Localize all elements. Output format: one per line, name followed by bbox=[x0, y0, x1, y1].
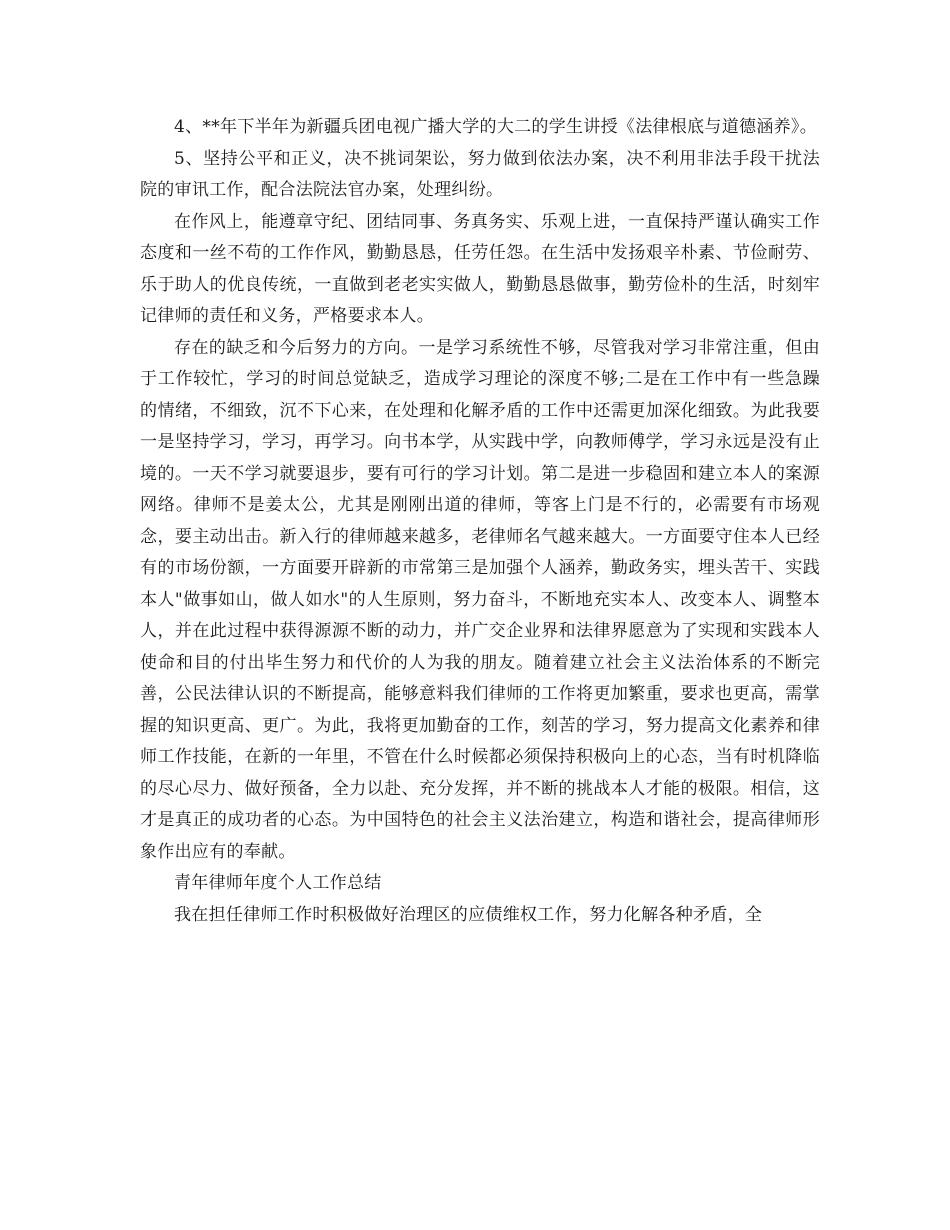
section-title: 青年律师年度个人工作总结 bbox=[174, 873, 382, 893]
paragraph-item-5: 5、坚持公平和正义，决不挑词架讼，努力做到依法办案，决不利用非法手段干扰法院的审讯工作，配合法院法官办案，处理纠纷。 bbox=[140, 148, 820, 200]
paragraph-work-style: 在作风上，能遵章守纪、团结同事、务真务实、乐观上进，一直保持严谨认确实工作态度和一丝不苟的工作作风，勤勤恳恳，任劳任怨。在生活中发扬艰辛朴素、节俭耐劳、乐于助人的优良传统，一直做到老老实实做人，勤勤恳恳做事，勤劳俭朴的生活，时刻牢记律师的责任和义务，严格要求本人。 bbox=[140, 211, 820, 326]
paragraph-shortcomings: 存在的缺乏和今后努力的方向。一是学习系统性不够，尽管我对学习非常注重，但由于工作较忙，学习的时间总觉缺乏，造成学习理论的深度不够;二是在工作中有一些急躁的情绪，不细致，沉不下心来，在处理和化解矛盾的工作中还需更加深化细致。为此我要一是坚持学习，学习，再学习。向书本学，从实践中学，向教师傅学，学习永远是没有止境的。一天不学习就要退步，要有可行的学习计划。第二是进一步稳固和建立本人的案源网络。律师不是姜太公，尤其是刚刚出道的律师，等客上门是不行的，必需要有市场观念，要主动出击。新入行的律师越来越多，老律师名气越来越大。一方面要守住本人已经有的市场份额，一方面要开辟新的市常第三是加强个人涵养，勤政务实，埋头苦干、实践本人"做事如山，做人如水"的人生原则，努力奋斗，不断地充实本人、改变本人、调整本人，并在此过程中获得源源不断的动力，并广交企业界和法律界愿意为了实现和实践本人使命和目的付出毕生努力和代价的人为我的朋友。随着建立社会主义法治体系的不断完善，公民法律认识的不断提高，能够意料我们律师的工作将更加繁重，要求也更高，需掌握的知识更高、更广。为此，我将更加勤奋的工作，刻苦的学习，努力提高文化素养和律师工作技能，在新的一年里，不管在什么时候都必须保持积极向上的心态，当有时机降临的尽心尽力、做好预备，全力以赴、充分发挥，并不断的挑战本人才能的极限。相信，这才是真正的成功者的心态。为中国特色的社会主义法治建立，构造和谐社会，提高律师形象作出应有的奉献。 bbox=[140, 337, 820, 862]
paragraph-last: 我在担任律师工作时积极做好治理区的应债维权工作，努力化解各种矛盾，全 bbox=[174, 904, 763, 925]
paragraph-item-4: 4、**年下半年为新疆兵团电视广播大学的大二的学生讲授《法律根底与道德涵养》。 bbox=[174, 117, 818, 137]
document-page bbox=[140, 112, 820, 931]
